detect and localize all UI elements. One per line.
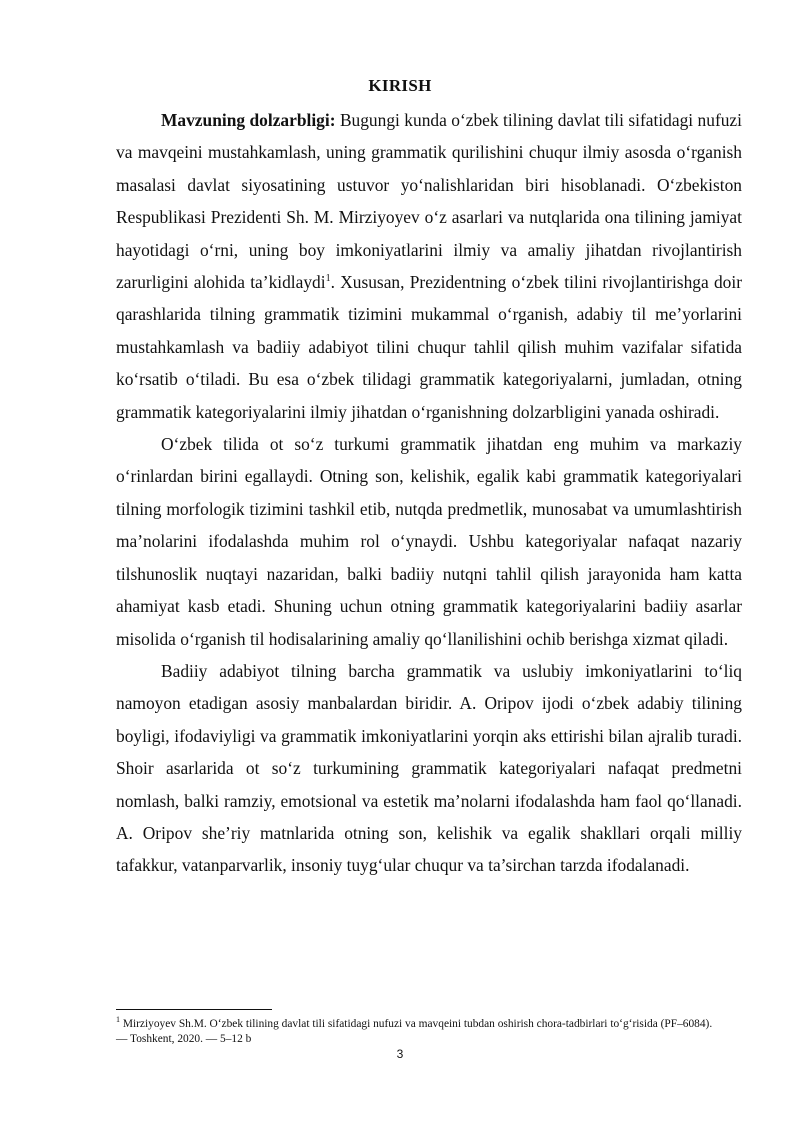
body-text [116,104,742,882]
paragraph-text: Bugungi kunda o‘zbek tilining davlat tili sifatidagi nufuzi va mavqeini mustahkamlash, uning grammatik qurilishini chuqur ilmiy asosda o‘rganish masalasi davlat siyosatining ustuvor yo‘nalishlaridan biri hisoblanadi. O‘zbekiston Respublikasi Prezidenti Sh. M. Mirziyoyev o‘z asarlari va nutqlarida ona tilining jamiyat hayotidagi o‘rni, uning boy imkoniyatlarini ilmiy va amaliy jihatdan rivojlantirish zarurligini alohida ta’kidlaydi [116,110,742,293]
paragraph-noun-categories: O‘zbek tilida ot so‘z turkumi grammatik jihatdan eng muhim va markaziy o‘rinlardan birini egallaydi. Otning son, kelishik, egalik kabi grammatik kategoriyalari tilning morfologik tizimini tashkil etib, nutqda predmetlik, munosabat va umumlashtirish ma’nolarini ifodalashda muhim rol o‘ynaydi. Ushbu kategoriyalar nafaqat nazariy tilshunoslik nuqtayi nazaridan, balki badiiy nutqni tahlil qilish jarayonida ham katta ahamiyat kasb etadi. Shuning uchun otning grammatik kategoriyalarini badiiy asarlar misolida o‘rganish til hodisalarining amaliy qo‘llanilishini ochib berishga xizmat qiladi. [116,434,742,649]
section-heading: KIRISH [368,76,432,95]
paragraph-lead: Mavzuning dolzarbligi: [161,110,336,130]
paragraph-literary-language: Badiiy adabiyot tilning barcha grammatik va uslubiy imkoniyatlarini to‘liq namoyon etadigan asosiy manbalardan biridir. A. Oripov ijodi o‘zbek adabiy tilining boyligi, ifodaviyligi va grammatik imkoniyatlarini yorqin aks ettirishi bilan ajralib turadi. Shoir asarlarida ot so‘z turkumining grammatik kategoriyalari nafaqat predmetni nomlash, balki ramziy, emotsional va estetik ma’nolarni ifodalashda ham faol qo‘llanadi. A. Oripov she’riy matnlarida otning son, kelishik va egalik shakllari orqali milliy tafakkur, vatanparvarlik, insoniy tuyg‘ular chuqur va ta’sirchan tarzda ifodalanadi. [116,660,742,876]
footnote-divider [116,1009,272,1010]
paragraph-relevance [116,104,742,428]
footnote-marker: 1 [116,1015,120,1025]
footnote [116,1017,716,1046]
paragraph-text-continued: . Xususan, Prezidentning o‘zbek tilini rivojlantirishga doir qarashlarida tilning grammatik tizimini mukammal o‘rganish, adabiy til me’yorlarini mustahkamlash va badiiy adabiyot tilini chuqur tahlil qilish muhim vazifalar sifatida ko‘rsatib o‘tiladi. Bu esa o‘zbek tilidagi grammatik kategoriyalarni, jumladan, otning grammatik kategoriyalarini ilmiy jihatdan o‘rganishning dolzarbligini yanada oshiradi. [116,272,742,422]
page-number: 3 [396,1047,404,1061]
footnote-text: Mirziyoyev Sh.M. O‘zbek tilining davlat tili sifatidagi nufuzi va mavqeini tubdan oshirish chora-tadbirlari to‘g‘risida (PF–6084). — Toshkent, 2020. — 5–12 b [116,1018,713,1045]
footnote-reference[interactable]: 1 [325,273,331,285]
